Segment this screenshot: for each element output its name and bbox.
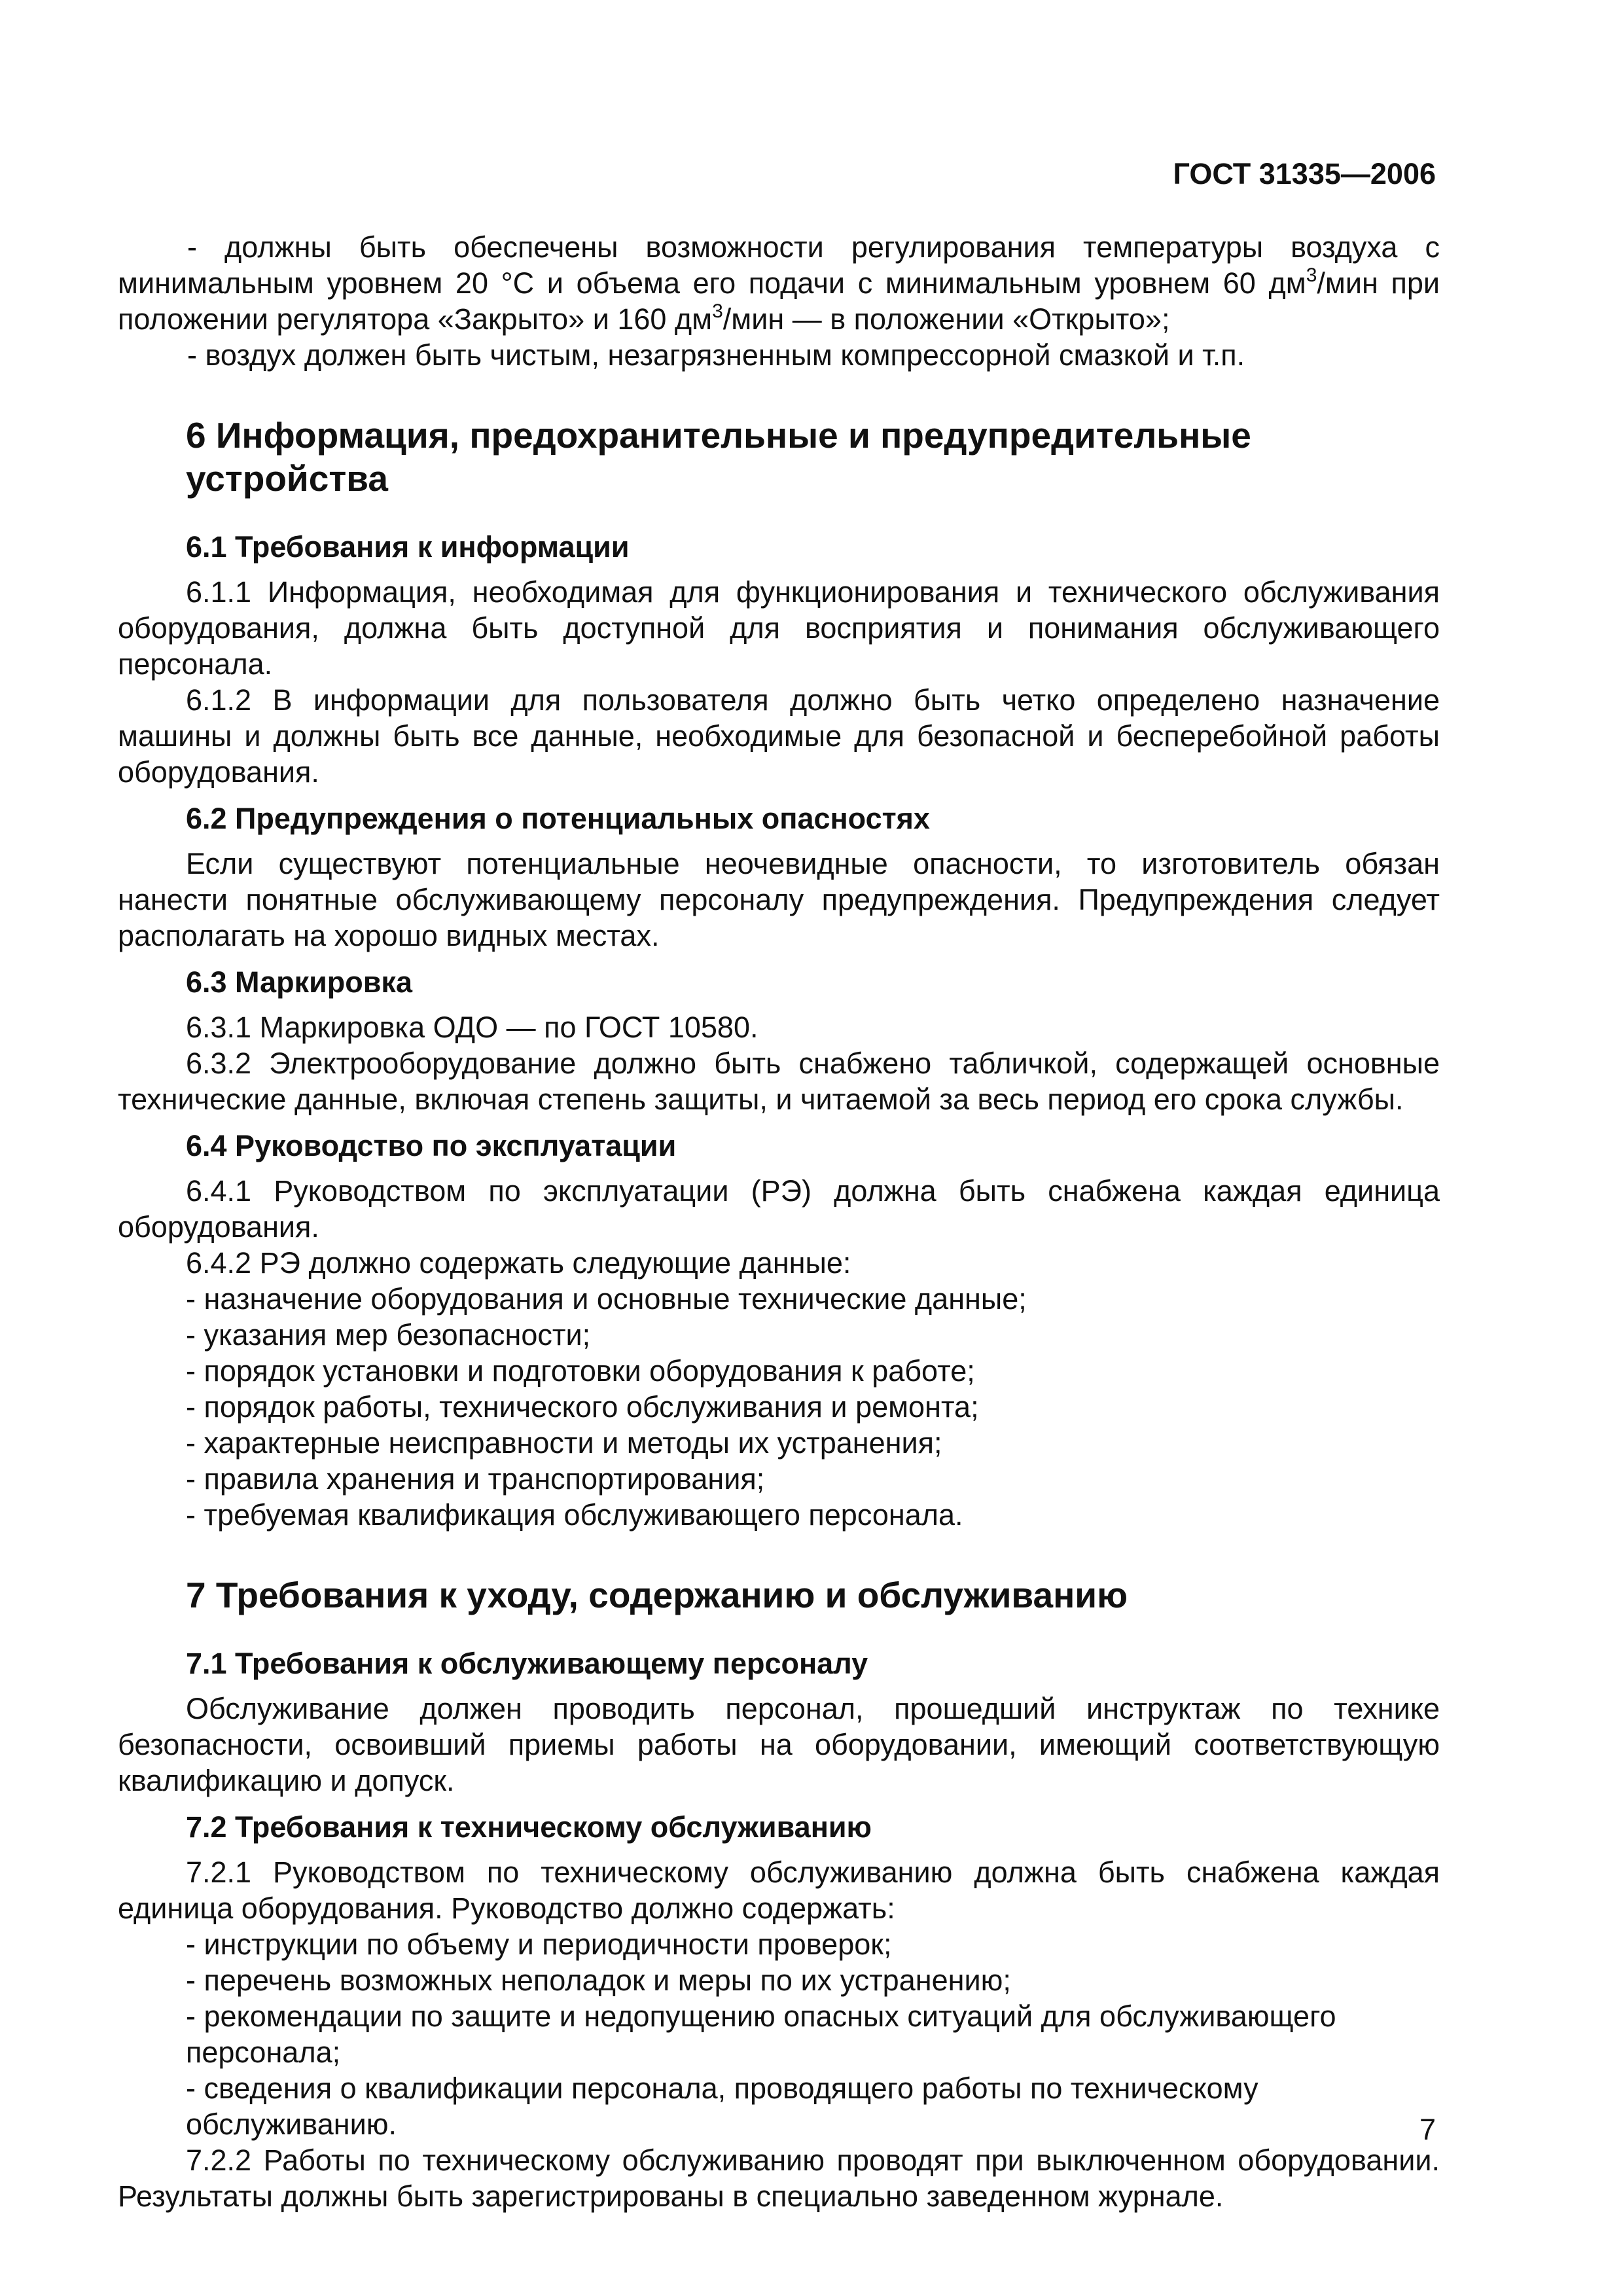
document-body <box>118 229 1440 2214</box>
paragraph-6-3-1: 6.3.1 Маркировка ОДО — по ГОСТ 10580. <box>186 1011 758 1044</box>
list-item: - инструкции по объему и периодичности проверок; <box>186 1928 892 1961</box>
list-item: - назначение оборудования и основные технические данные; <box>186 1282 1027 1316</box>
list-item: - порядок установки и подготовки оборудования к работе; <box>186 1354 975 1388</box>
subsection-6-2-heading: 6.2 Предупреждения о потенциальных опасностях <box>186 802 930 835</box>
intro-text-part1: - должны быть обеспечены возможности регулирования температуры воздуха с минимальным уровнем 20 °С и объема его подачи с минимальным уровнем 60 дм <box>118 230 1440 300</box>
paragraph-6-1-1: 6.1.1 Информация, необходимая для функционирования и технического обслуживания оборудования, должна быть доступной для восприятия и понимания обслуживающего персонала. <box>118 575 1440 681</box>
intro-text-part3: /мин — в положении «Открыто»; <box>722 302 1170 336</box>
subsection-6-1-heading: 6.1 Требования к информации <box>186 530 630 564</box>
intro-paragraph-clean-air: - воздух должен быть чистым, незагрязненным компрессорной смазкой и т.п. <box>187 338 1245 372</box>
intro-paragraph-air-regulation <box>118 229 1440 337</box>
paragraph-6-3-2: 6.3.2 Электрооборудование должно быть снабжено табличкой, содержащей основные технические данные, включая степень защиты, и читаемой за весь период его срока службы. <box>118 1047 1440 1116</box>
paragraph-6-4-1: 6.4.1 Руководством по эксплуатации (РЭ) должна быть снабжена каждая единица оборудования. <box>118 1174 1440 1244</box>
superscript-3: 3 <box>712 300 723 322</box>
list-item: - перечень возможных неполадок и меры по их устранению; <box>186 1964 1011 1997</box>
subsection-7-1-heading: 7.1 Требования к обслуживающему персоналу <box>186 1647 868 1680</box>
list-item: - правила хранения и транспортирования; <box>186 1462 765 1496</box>
paragraph-6-4-2: 6.4.2 РЭ должно содержать следующие данные: <box>186 1246 851 1280</box>
paragraph-7-1: Обслуживание должен проводить персонал, прошедший инструктаж по технике безопасности, освоивший приемы работы на оборудовании, имеющий соответствующую квалификацию и допуск. <box>118 1692 1440 1797</box>
page-number: 7 <box>1419 2113 1436 2146</box>
subsection-6-4-heading: 6.4 Руководство по эксплуатации <box>186 1129 677 1162</box>
list-item: - указания мер безопасности; <box>186 1318 591 1352</box>
subsection-6-3-heading: 6.3 Маркировка <box>186 965 412 999</box>
list-item: - порядок работы, технического обслуживания и ремонта; <box>186 1390 979 1424</box>
intro-text-part2: /мин при положении регулятора «Закрыто» и 160 дм <box>118 266 1440 336</box>
section-6-heading: 6 Информация, предохранительные и предупредительные устройства <box>186 415 1251 499</box>
document-header-standard: ГОСТ 31335—2006 <box>1173 157 1436 190</box>
list-item: - рекомендации по защите и недопущению опасных ситуаций для обслуживающего персонала; <box>186 2000 1336 2069</box>
list-item: - сведения о квалификации персонала, проводящего работы по техническому обслуживанию. <box>186 2072 1258 2141</box>
paragraph-7-2-1: 7.2.1 Руководством по техническому обслуживанию должна быть снабжена каждая единица оборудования. Руководство должно содержать: <box>118 1856 1440 1925</box>
paragraph-6-1-2: 6.1.2 В информации для пользователя должно быть четко определено назначение машины и должны быть все данные, необходимые для безопасной и бесперебойной работы оборудования. <box>118 683 1440 789</box>
paragraph-7-2-2: 7.2.2 Работы по техническому обслуживанию проводят при выключенном оборудовании. Результаты должны быть зарегистрированы в специально заведенном журнале. <box>118 2144 1440 2213</box>
list-item: - характерные неисправности и методы их устранения; <box>186 1426 942 1460</box>
subsection-7-2-heading: 7.2 Требования к техническому обслуживанию <box>186 1810 872 1844</box>
list-item: - требуемая квалификация обслуживающего персонала. <box>186 1498 963 1532</box>
paragraph-6-2: Если существуют потенциальные неочевидные опасности, то изготовитель обязан нанести понятные обслуживающему персоналу предупреждения. Предупреждения следует располагать на хорошо видных местах. <box>118 847 1440 952</box>
superscript-3: 3 <box>1306 264 1317 286</box>
section-7-heading: 7 Требования к уходу, содержанию и обслуживанию <box>186 1575 1128 1615</box>
